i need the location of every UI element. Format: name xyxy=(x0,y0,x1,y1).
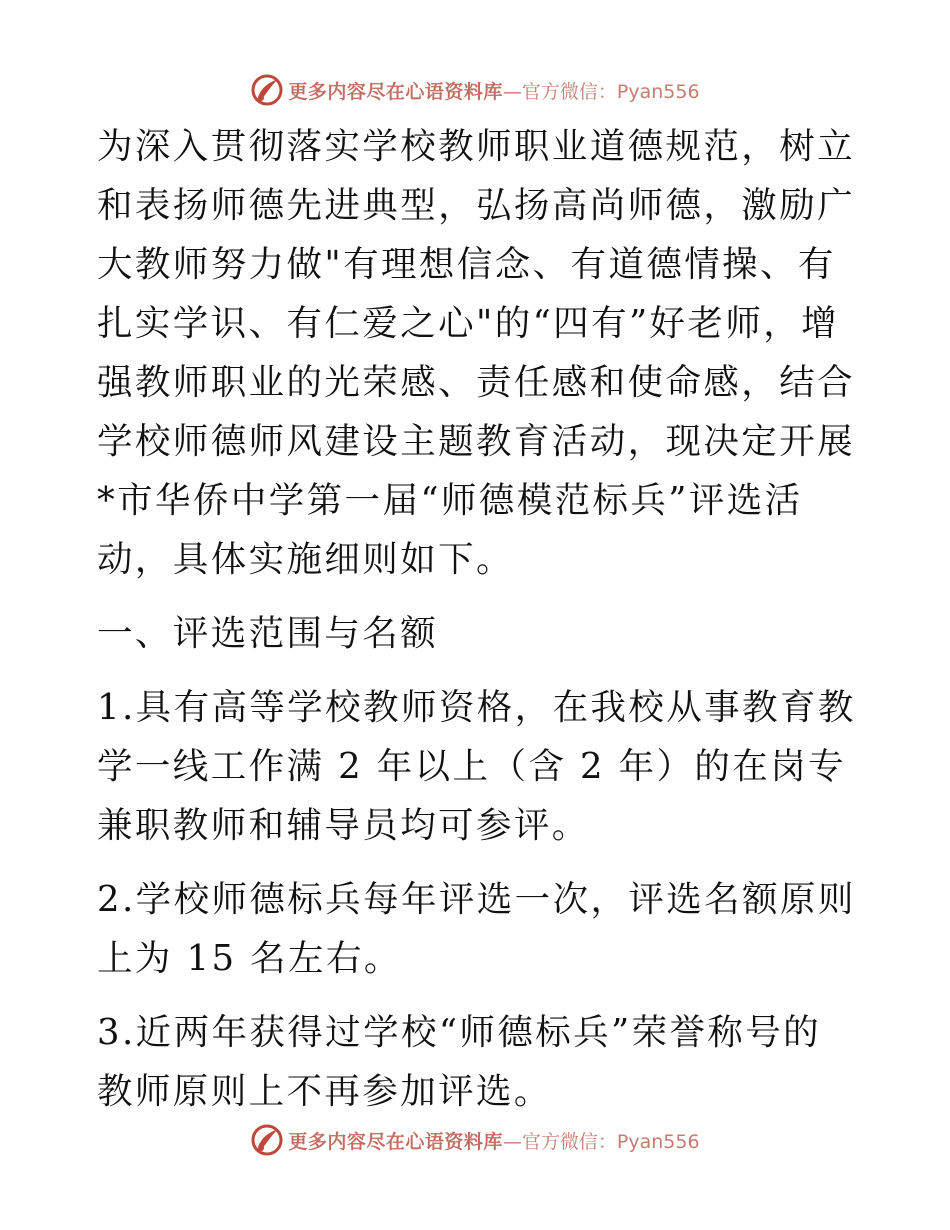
intro-paragraph: 为深入贯彻落实学校教师职业道德规范，树立和表扬师德先进典型，弘扬高尚师德，激励广大教师努力做"有理想信念、有道德情操、有扎实学识、有仁爱之心"的“四有”好老师，增强教师职业的光荣感、责任感和使命感，结合学校师德师风建设主题教育活动，现决定开展*市华侨中学第一届“师德模范标兵”评选活动，具体实施细则如下。 xyxy=(97,126,856,580)
list-item: 3.近两年获得过学校“师德标兵”荣誉称号的教师原则上不再参加评选。 xyxy=(97,1012,822,1112)
section-heading: 一、评选范围与名额 xyxy=(97,613,439,654)
watermark-wechat: —官方微信：Pyan556 xyxy=(502,1130,700,1153)
watermark-wechat: —官方微信：Pyan556 xyxy=(502,80,700,103)
watermark-text: 更多内容尽在心语资料库 xyxy=(288,80,503,103)
list-item: 1.具有高等学校教师资格，在我校从事教育教学一线工作满 2 年以上（含 2 年）的在岗专兼职教师和辅导员均可参评。 xyxy=(97,687,856,846)
header-watermark xyxy=(0,70,950,110)
document-body xyxy=(97,117,857,1121)
list-item: 2.学校师德标兵每年评选一次，评选名额原则上为 15 名左右。 xyxy=(97,879,856,979)
brush-seal-logo-icon xyxy=(250,73,284,107)
watermark-text: 更多内容尽在心语资料库 xyxy=(288,1130,503,1153)
footer-watermark xyxy=(0,1120,950,1160)
brush-seal-logo-icon xyxy=(250,1123,284,1157)
